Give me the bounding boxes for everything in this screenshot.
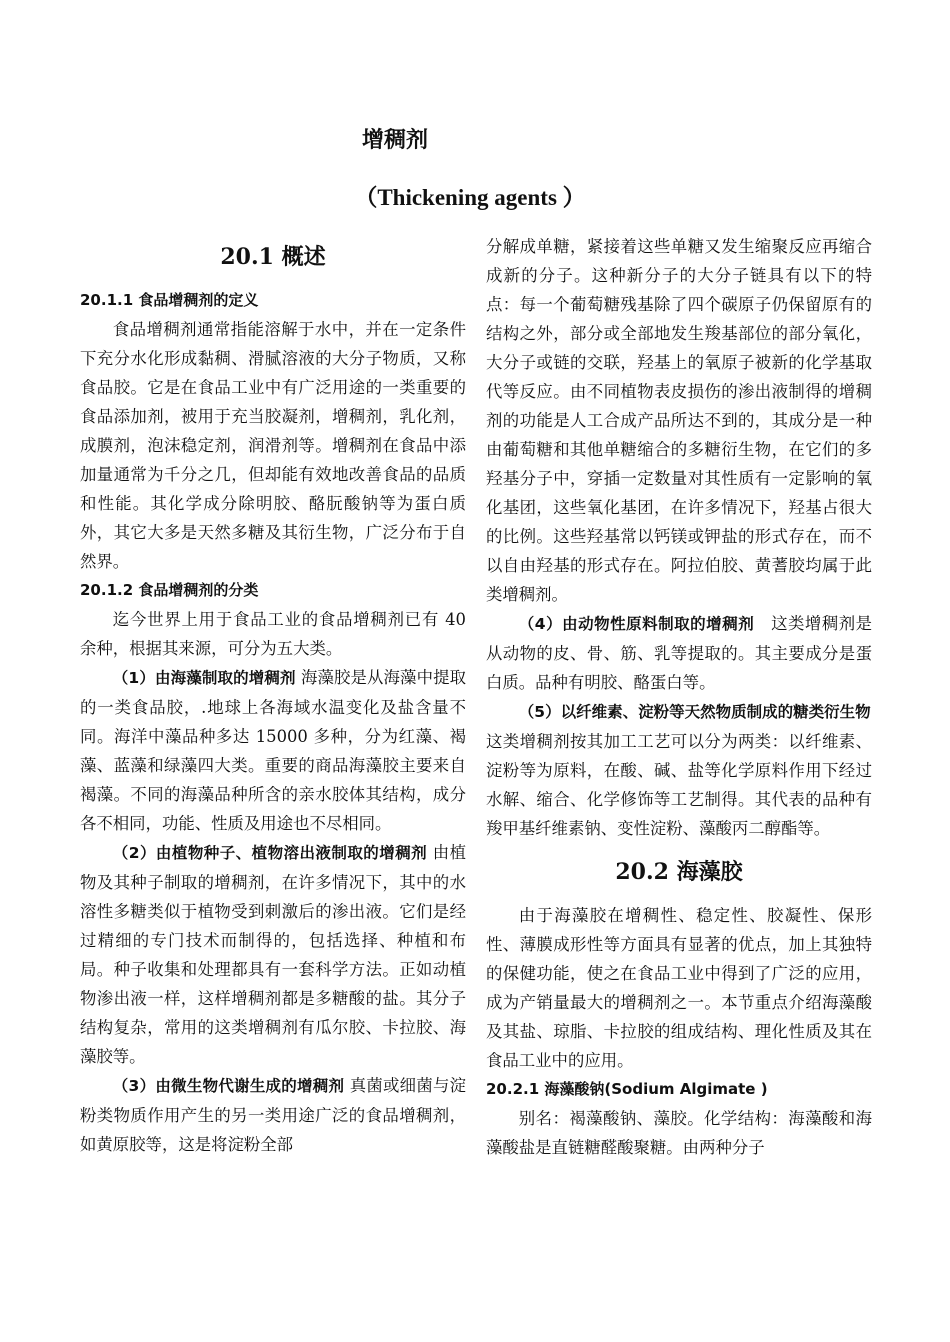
subsection-heading-20-1-2: 20.1.2 食品增稠剂的分类 (80, 581, 259, 599)
alginate-paragraph: 别名：褐藻酸钠、藻胶。化学结构：海藻酸和海藻酸盐是直链糖醛酸聚糖。由两种分子 (486, 1109, 872, 1157)
right-column (486, 232, 887, 1162)
subsection-heading-20-2-1: 20.2.1 海藻酸钠(Sodium Algimate ) (486, 1080, 768, 1098)
category-3-continued: 分解成单糖，紧接着这些单糖又发生缩聚反应再缩合成新的分子。这种新分子的大分子链具有以下的特点：每一个葡萄糖残基除了四个碳原子仍保留原有的结构之外，部分或全部地发生羧基部位的部分氧化，大分子或链的交联，羟基上的氧原子被新的化学基取代等反应。由不同植物表皮损伤的渗出液制得的增稠剂的功能是人工合成产品所达不到的，其成分是一种由葡萄糖和其他单糖缩合的多糖衍生物，在它们的多羟基分子中，穿插一定数量对其性质有一定影响的氧化基团，这些氧化基团，在许多情况下，羟基占很大的比例。这些羟基常以钙镁或钾盐的形式存在，而不以自由羟基的形式存在。阿拉伯胶、黄蓍胶均属于此类增稠剂。 (486, 237, 872, 604)
subsection-heading-20-1-1: 20.1.1 食品增稠剂的定义 (80, 291, 259, 309)
document-subtitle: （Thickening agents ） (354, 185, 586, 210)
category-2-text: 由植物及其种子制取的增稠剂，在许多情况下，其中的水溶性多糖类似于植物受到刺激后的渗出液。它们是经过精细的专门技术而制得的，包括选择、种植和布局。种子收集和处理都具有一套科学方法。正如动植物渗出液一样，这样增稠剂都是多糖酸的盐。其分子结构复杂，常用的这类增稠剂有瓜尔胶、卡拉胶、海藻胶等。 (80, 843, 466, 1066)
category-3-text: 真菌或细菌与淀粉类物质作用产生的另一类用途广泛的食品增稠剂，如黄原胶等，这是将淀粉全部 (80, 1076, 466, 1154)
category-1-paragraph (80, 663, 466, 838)
category-3-title: （3）由微生物代谢生成的增稠剂 (112, 1077, 345, 1095)
left-column (80, 232, 466, 1159)
seaweed-gum-paragraph: 由于海藻胶在增稠性、稳定性、胶凝性、保形性、薄膜成形性等方面具有显著的优点，加上其独特的保健功能，使之在食品工业中得到了广泛的应用，成为产销量最大的增稠剂之一。本节重点介绍海藻酸及其盐、琼脂、卡拉胶的组成结构、理化性质及其在食品工业中的应用。 (486, 906, 872, 1070)
category-5-paragraph (486, 697, 887, 843)
category-3-paragraph (80, 1071, 466, 1159)
section-heading-20-1: 20.1 概述 (220, 244, 326, 270)
category-5-title: （5）以纤维素、淀粉等天然物质制成的糖类衍生物 (518, 703, 871, 721)
definition-paragraph: 食品增稠剂通常指能溶解于水中，并在一定条件下充分水化形成黏稠、滑腻溶液的大分子物质，又称食品胶。它是在食品工业中有广泛用途的一类重要的食品添加剂，被用于充当胶凝剂，增稠剂，乳化剂，成膜剂，泡沫稳定剂，润滑剂等。增稠剂在食品中添加量通常为千分之几，但却能有效地改善食品的品质和性能。其化学成分除明胶、酪朊酸钠等为蛋白质外，其它大多是天然多糖及其衍生物，广泛分布于自然界。 (80, 320, 466, 571)
category-5-text: 这类增稠剂按其加工工艺可以分为两类：以纤维素、淀粉等为原料，在酸、碱、盐等化学原料作用下经过水解、缩合、化学修饰等工艺制得。其代表的品种有羧甲基纤维素钠、变性淀粉、藻酸丙二醇酯等。 (486, 702, 887, 838)
section-heading-20-2: 20.2 海藻胶 (615, 859, 743, 885)
category-4-title: （4）由动物性原料制取的增稠剂 (518, 615, 755, 633)
category-2-title: （2）由植物种子、植物溶出液制取的增稠剂 (112, 844, 428, 862)
category-4-text: 这类增稠剂是从动物的皮、骨、筋、乳等提取的。其主要成分是蛋白质。品种有明胶、酪蛋白等。 (486, 614, 873, 692)
category-1-title: （1）由海藻制取的增稠剂 (112, 669, 296, 687)
classification-paragraph: 迄今世界上用于食品工业的食品增稠剂已有 40 余种，根据其来源，可分为五大类。 (80, 610, 466, 658)
category-4-paragraph (486, 609, 872, 697)
category-1-text: 海藻胶是从海藻中提取的一类食品胶，.地球上各海域水温变化及盐含量不同。海洋中藻品种多达 15000 多种，分为红藻、褐藻、蓝藻和绿藻四大类。重要的商品海藻胶主要来自褐藻。不同的海藻品种所含的亲水胶体其结构，成分各不相同，功能、性质及用途也不尽相同。 (80, 668, 466, 833)
document-title: 增稠剂 (361, 128, 428, 153)
category-2-paragraph (80, 838, 466, 1071)
